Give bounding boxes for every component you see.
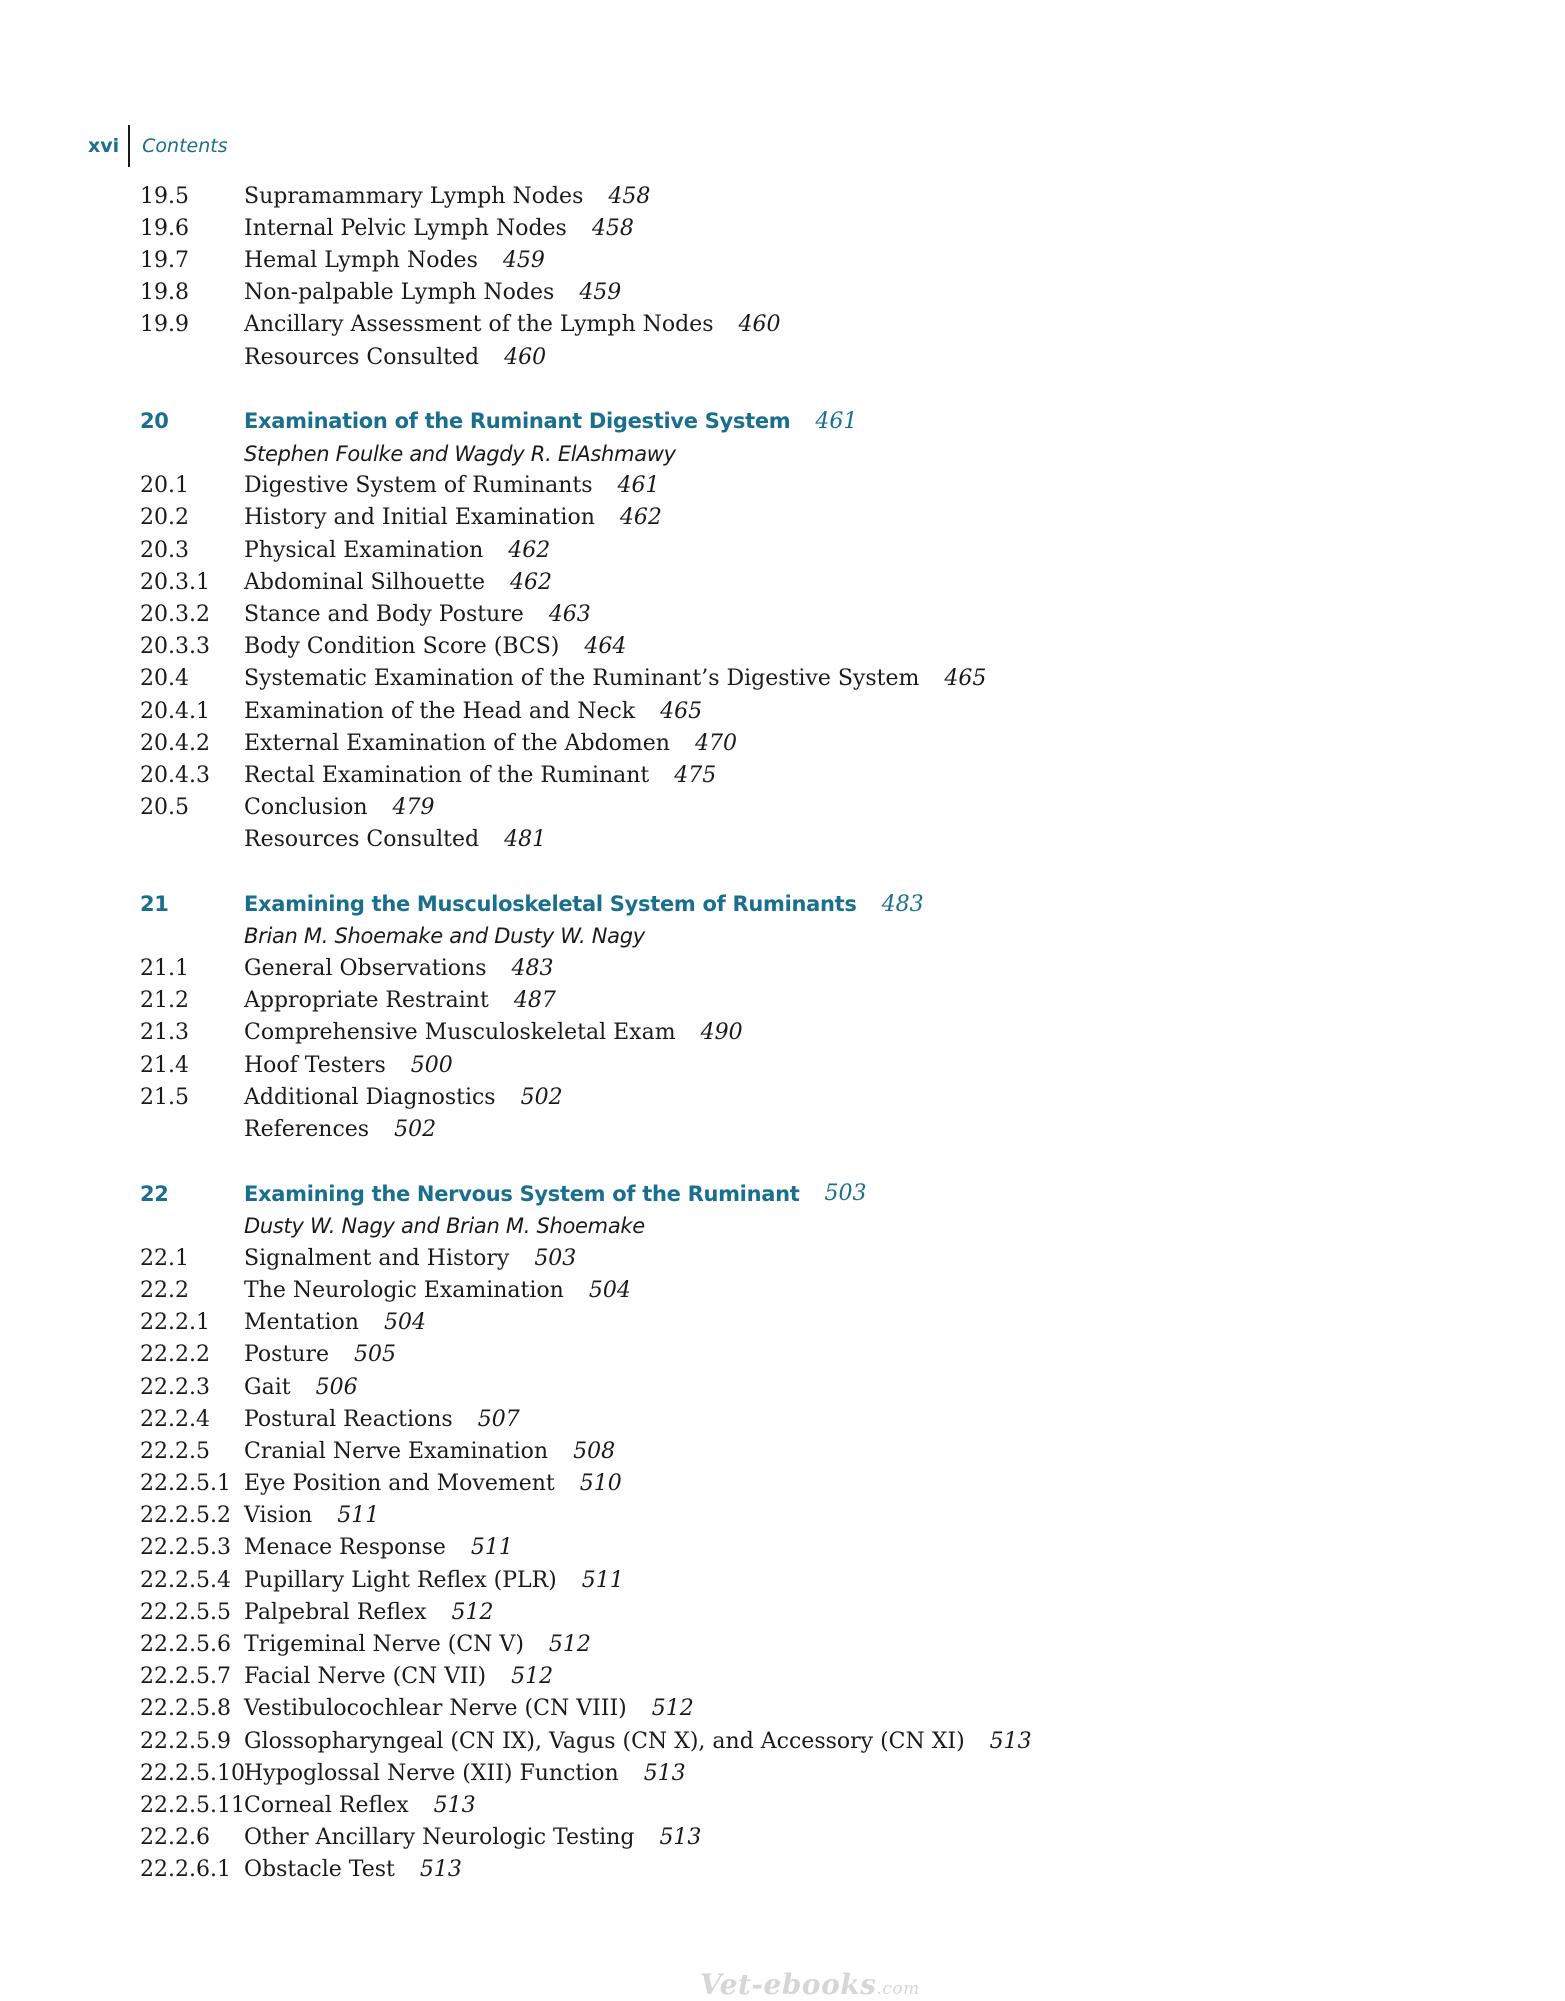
toc-entry-number: 20.4.2: [140, 730, 210, 756]
chapter-authors: Dusty W. Nagy and Brian M. Shoemake: [244, 1214, 645, 1239]
toc-entry-title: Examination of the Head and Neck: [244, 698, 636, 724]
toc-entry-number: 22.2.5.5: [140, 1599, 231, 1625]
toc-entry-number: 20.4.1: [140, 698, 210, 724]
toc-entry-title: Gait: [244, 1374, 291, 1400]
toc-page-number: 506: [315, 1374, 358, 1400]
toc-entry-number: 22.2.5.11: [140, 1792, 245, 1818]
toc-entry-number: 20.4.3: [140, 762, 210, 788]
toc-entry-number: 21.4: [140, 1052, 189, 1078]
toc-entry-row[interactable]: [140, 1596, 1440, 1628]
toc-entry-row[interactable]: [140, 695, 1440, 727]
toc-entry-title: Ancillary Assessment of the Lymph Nodes: [244, 312, 714, 338]
toc-entry-title: Glossopharyngeal (CN IX), Vagus (CN X), and Accessory (CN XI): [244, 1728, 965, 1754]
toc-page-number: 490: [700, 1020, 743, 1046]
toc-entry-row[interactable]: [140, 534, 1440, 566]
toc-entry-row[interactable]: [140, 1854, 1440, 1886]
toc-entry-title: Stance and Body Posture: [244, 602, 524, 628]
toc-page-number: 487: [513, 988, 556, 1014]
toc-entry-number: 20.2: [140, 505, 189, 531]
toc-entry-title: Eye Position and Movement: [244, 1471, 555, 1497]
toc-page-number: 462: [509, 569, 552, 595]
toc-page-number: 513: [989, 1728, 1032, 1754]
running-head-title: Contents: [142, 135, 228, 157]
toc-page-number: 512: [548, 1632, 591, 1658]
toc-page-number: 461: [617, 473, 660, 499]
toc-page-number: 465: [944, 666, 987, 692]
toc-entry-number: 20: [140, 409, 169, 434]
toc-entry-number: 20.3.1: [140, 569, 210, 595]
toc-entry-row[interactable]: [140, 1371, 1440, 1403]
toc-page-number: 459: [502, 247, 545, 273]
toc-entry-number: 21.1: [140, 956, 189, 982]
toc-page-number: 512: [511, 1664, 554, 1690]
toc-entry-number: 22.2.5.8: [140, 1696, 231, 1722]
toc-page-number: 458: [591, 215, 634, 241]
toc-entry-row[interactable]: [140, 1628, 1440, 1660]
toc-page-number: 462: [619, 505, 662, 531]
toc-page-number: 511: [337, 1503, 380, 1529]
toc-page-number: 479: [392, 795, 435, 821]
toc-entry-number: 20.1: [140, 473, 189, 499]
toc-entry-title: Supramammary Lymph Nodes: [244, 183, 584, 209]
toc-page-number: 465: [660, 698, 703, 724]
toc-entry-title: Menace Response: [244, 1535, 446, 1561]
toc-entry-row[interactable]: [140, 1564, 1440, 1596]
toc-entry-number: 20.3: [140, 537, 189, 563]
toc-entry-number: 22.2.5: [140, 1438, 210, 1464]
toc-page-number: 502: [520, 1084, 563, 1110]
toc-entry-number: 22.2.6: [140, 1825, 210, 1851]
toc-page-number: 513: [433, 1792, 476, 1818]
toc-page-number: 503: [534, 1245, 577, 1271]
toc-entry-title: External Examination of the Abdomen: [244, 730, 670, 756]
toc-entry-number: 21.3: [140, 1020, 189, 1046]
toc-entry-row[interactable]: [140, 1789, 1440, 1821]
toc-page-number: 511: [581, 1567, 624, 1593]
toc-entry-row[interactable]: [140, 727, 1440, 759]
toc-entry-row[interactable]: [140, 502, 1440, 534]
toc-entry-title: Rectal Examination of the Ruminant: [244, 762, 650, 788]
toc-entry-title: Postural Reactions: [244, 1406, 453, 1432]
header-divider: [128, 125, 130, 167]
toc-entry-title: General Observations: [244, 956, 487, 982]
toc-entry-number: 20.4: [140, 666, 189, 692]
toc-entry-row[interactable]: [140, 470, 1440, 502]
toc-entry-row[interactable]: [140, 1049, 1440, 1081]
toc-entry-row[interactable]: [140, 985, 1440, 1017]
toc-entry-number: 20.5: [140, 795, 189, 821]
toc-page-number: 511: [470, 1535, 513, 1561]
toc-entry-row[interactable]: [140, 566, 1440, 598]
toc-entry-row[interactable]: [140, 212, 1440, 244]
toc-page-number: 483: [511, 956, 554, 982]
toc-entry-title: Comprehensive Musculoskeletal Exam: [244, 1020, 676, 1046]
toc-entry-row[interactable]: [140, 277, 1440, 309]
toc-entry-title: Hypoglossal Nerve (XII) Function: [244, 1760, 619, 1786]
table-of-contents: [140, 180, 1440, 1886]
toc-entry-row[interactable]: [140, 1274, 1440, 1306]
toc-page-number: 460: [504, 344, 547, 370]
toc-entry-number: 22.2.5.9: [140, 1728, 231, 1754]
toc-entry-row[interactable]: [140, 824, 1440, 856]
toc-entry-title: Obstacle Test: [244, 1857, 395, 1883]
toc-entry-number: 22.2.5.6: [140, 1632, 231, 1658]
toc-entry-number: 22.2.5.10: [140, 1760, 245, 1786]
toc-entry-row[interactable]: [140, 1081, 1440, 1113]
toc-page-number: 458: [608, 183, 651, 209]
toc-page-number: 461: [815, 408, 858, 434]
toc-entry-row[interactable]: [140, 244, 1440, 276]
toc-page-number: 513: [643, 1760, 686, 1786]
toc-entry-title: Vestibulocochlear Nerve (CN VIII): [244, 1696, 627, 1722]
toc-entry-title: Examination of the Ruminant Digestive System: [244, 409, 791, 434]
toc-entry-row[interactable]: [140, 180, 1440, 212]
toc-entry-title: Systematic Examination of the Ruminant’s Digestive System: [244, 666, 920, 692]
toc-entry-row[interactable]: [140, 1403, 1440, 1435]
toc-entry-title: Posture: [244, 1342, 329, 1368]
toc-entry-title: Examining the Nervous System of the Ruminant: [244, 1181, 800, 1206]
toc-entry-number: 21.5: [140, 1084, 189, 1110]
toc-entry-number: 22.2.5.7: [140, 1664, 231, 1690]
toc-entry-title: Signalment and History: [244, 1245, 510, 1271]
toc-page-number: 505: [354, 1342, 396, 1368]
toc-entry-title: Facial Nerve (CN VII): [244, 1664, 487, 1690]
toc-page-number: 470: [694, 730, 737, 756]
toc-page-number: 475: [674, 762, 717, 788]
toc-page-number: 507: [477, 1406, 520, 1432]
toc-entry-row[interactable]: [140, 1435, 1440, 1467]
toc-entry-title: Palpebral Reflex: [244, 1599, 427, 1625]
toc-entry-row[interactable]: [140, 1242, 1440, 1274]
toc-entry-number: 19.8: [140, 280, 189, 306]
toc-entry-title: Corneal Reflex: [244, 1792, 409, 1818]
toc-authors-row[interactable]: [140, 1210, 1440, 1242]
toc-entry-title: Appropriate Restraint: [244, 988, 489, 1014]
toc-page-number: 504: [383, 1310, 426, 1336]
toc-entry-title: Resources Consulted: [244, 344, 480, 370]
toc-entry-title: Other Ancillary Neurologic Testing: [244, 1825, 635, 1851]
toc-page-number: 502: [394, 1117, 437, 1143]
toc-entry-title: Hemal Lymph Nodes: [244, 247, 478, 273]
toc-entry-number: 22.2.3: [140, 1374, 210, 1400]
toc-entry-title: Cranial Nerve Examination: [244, 1438, 549, 1464]
toc-entry-number: 22.2: [140, 1277, 189, 1303]
toc-entry-row[interactable]: [140, 953, 1440, 985]
toc-entry-number: 22.2.5.3: [140, 1535, 231, 1561]
toc-page-number: 462: [508, 537, 551, 563]
toc-entry-number: 20.3.2: [140, 602, 210, 628]
toc-entry-number: 20.3.3: [140, 634, 210, 660]
toc-entry-row[interactable]: [140, 1661, 1440, 1693]
toc-entry-number: 21: [140, 892, 169, 917]
toc-entry-title: References: [244, 1117, 370, 1143]
toc-entry-title: Conclusion: [244, 795, 368, 821]
toc-entry-row[interactable]: [140, 759, 1440, 791]
toc-entry-row[interactable]: [140, 1532, 1440, 1564]
toc-entry-row[interactable]: [140, 1693, 1440, 1725]
toc-page-number: 510: [579, 1471, 622, 1497]
toc-page-number: 460: [738, 312, 781, 338]
page-folio: xvi: [88, 135, 120, 157]
toc-entry-title: Pupillary Light Reflex (PLR): [244, 1567, 557, 1593]
toc-entry-row[interactable]: [140, 792, 1440, 824]
toc-entry-title: Physical Examination: [244, 537, 484, 563]
toc-page-number: 513: [659, 1825, 702, 1851]
toc-entry-row[interactable]: [140, 341, 1440, 373]
toc-chapter-row[interactable]: [140, 888, 1440, 920]
toc-entry-title: Digestive System of Ruminants: [244, 473, 593, 499]
toc-entry-number: 22.2.5.4: [140, 1567, 231, 1593]
toc-page-number: 481: [504, 827, 547, 853]
toc-entry-number: 22.2.4: [140, 1406, 210, 1432]
toc-entry-row[interactable]: [140, 1017, 1440, 1049]
toc-entry-row[interactable]: [140, 1468, 1440, 1500]
toc-entry-number: 22.2.5.2: [140, 1503, 231, 1529]
section-spacer: [140, 373, 1440, 405]
toc-entry-number: 21.2: [140, 988, 189, 1014]
toc-entry-title: Internal Pelvic Lymph Nodes: [244, 215, 567, 241]
toc-entry-number: 22.2.1: [140, 1310, 210, 1336]
toc-entry-title: Non-palpable Lymph Nodes: [244, 280, 555, 306]
toc-page-number: 500: [410, 1052, 453, 1078]
toc-entry-row[interactable]: [140, 1113, 1440, 1145]
section-spacer: [140, 856, 1440, 888]
toc-entry-title: Vision: [244, 1503, 313, 1529]
toc-entry-row[interactable]: [140, 1339, 1440, 1371]
toc-authors-row[interactable]: [140, 920, 1440, 952]
toc-page-number: 464: [584, 634, 627, 660]
watermark-text: Vet-ebooks: [700, 1968, 877, 2001]
section-spacer: [140, 1146, 1440, 1178]
toc-entry-number: 19.7: [140, 247, 189, 273]
toc-entry-title: History and Initial Examination: [244, 505, 595, 531]
toc-entry-row[interactable]: [140, 1500, 1440, 1532]
chapter-authors: Brian M. Shoemake and Dusty W. Nagy: [244, 924, 645, 949]
toc-entry-row[interactable]: [140, 1822, 1440, 1854]
toc-entry-row[interactable]: [140, 309, 1440, 341]
toc-page-number: 503: [824, 1181, 867, 1207]
chapter-authors: Stephen Foulke and Wagdy R. ElAshmawy: [244, 441, 676, 466]
toc-page-number: 504: [588, 1277, 631, 1303]
toc-chapter-row[interactable]: [140, 405, 1440, 437]
toc-entry-number: 19.9: [140, 312, 189, 338]
toc-entry-title: Mentation: [244, 1310, 359, 1336]
toc-entry-number: 19.6: [140, 215, 189, 241]
toc-entry-number: 22.2.5.1: [140, 1471, 231, 1497]
toc-entry-number: 19.5: [140, 183, 189, 209]
toc-page-number: 483: [881, 891, 924, 917]
toc-entry-row[interactable]: [140, 663, 1440, 695]
toc-entry-title: Abdominal Silhouette: [244, 569, 485, 595]
toc-entry-row[interactable]: [140, 1725, 1440, 1757]
toc-page-number: 463: [548, 602, 591, 628]
toc-entry-title: Examining the Musculoskeletal System of Ruminants: [244, 892, 857, 917]
toc-entry-title: Additional Diagnostics: [244, 1084, 496, 1110]
toc-page-number: 513: [419, 1857, 462, 1883]
toc-entry-number: 22.2.6.1: [140, 1857, 231, 1883]
toc-entry-row[interactable]: [140, 631, 1440, 663]
watermark-logo: [700, 1968, 920, 2001]
toc-page-number: 508: [573, 1438, 616, 1464]
watermark-suffix: .com: [876, 1979, 920, 1999]
toc-entry-title: Body Condition Score (BCS): [244, 634, 560, 660]
toc-entry-title: Resources Consulted: [244, 827, 480, 853]
toc-entry-number: 22.2.2: [140, 1342, 210, 1368]
toc-entry-row[interactable]: [140, 1307, 1440, 1339]
toc-page-number: 459: [579, 280, 622, 306]
toc-entry-title: Hoof Testers: [244, 1052, 386, 1078]
toc-entry-row[interactable]: [140, 598, 1440, 630]
toc-chapter-row[interactable]: [140, 1178, 1440, 1210]
toc-entry-row[interactable]: [140, 1757, 1440, 1789]
running-head: [88, 125, 228, 167]
toc-page-number: 512: [651, 1696, 694, 1722]
toc-entry-number: 22: [140, 1181, 169, 1206]
toc-page-number: 512: [451, 1599, 494, 1625]
toc-entry-title: The Neurologic Examination: [244, 1277, 564, 1303]
toc-entry-number: 22.1: [140, 1245, 189, 1271]
toc-entry-title: Trigeminal Nerve (CN V): [244, 1632, 524, 1658]
toc-authors-row[interactable]: [140, 438, 1440, 470]
